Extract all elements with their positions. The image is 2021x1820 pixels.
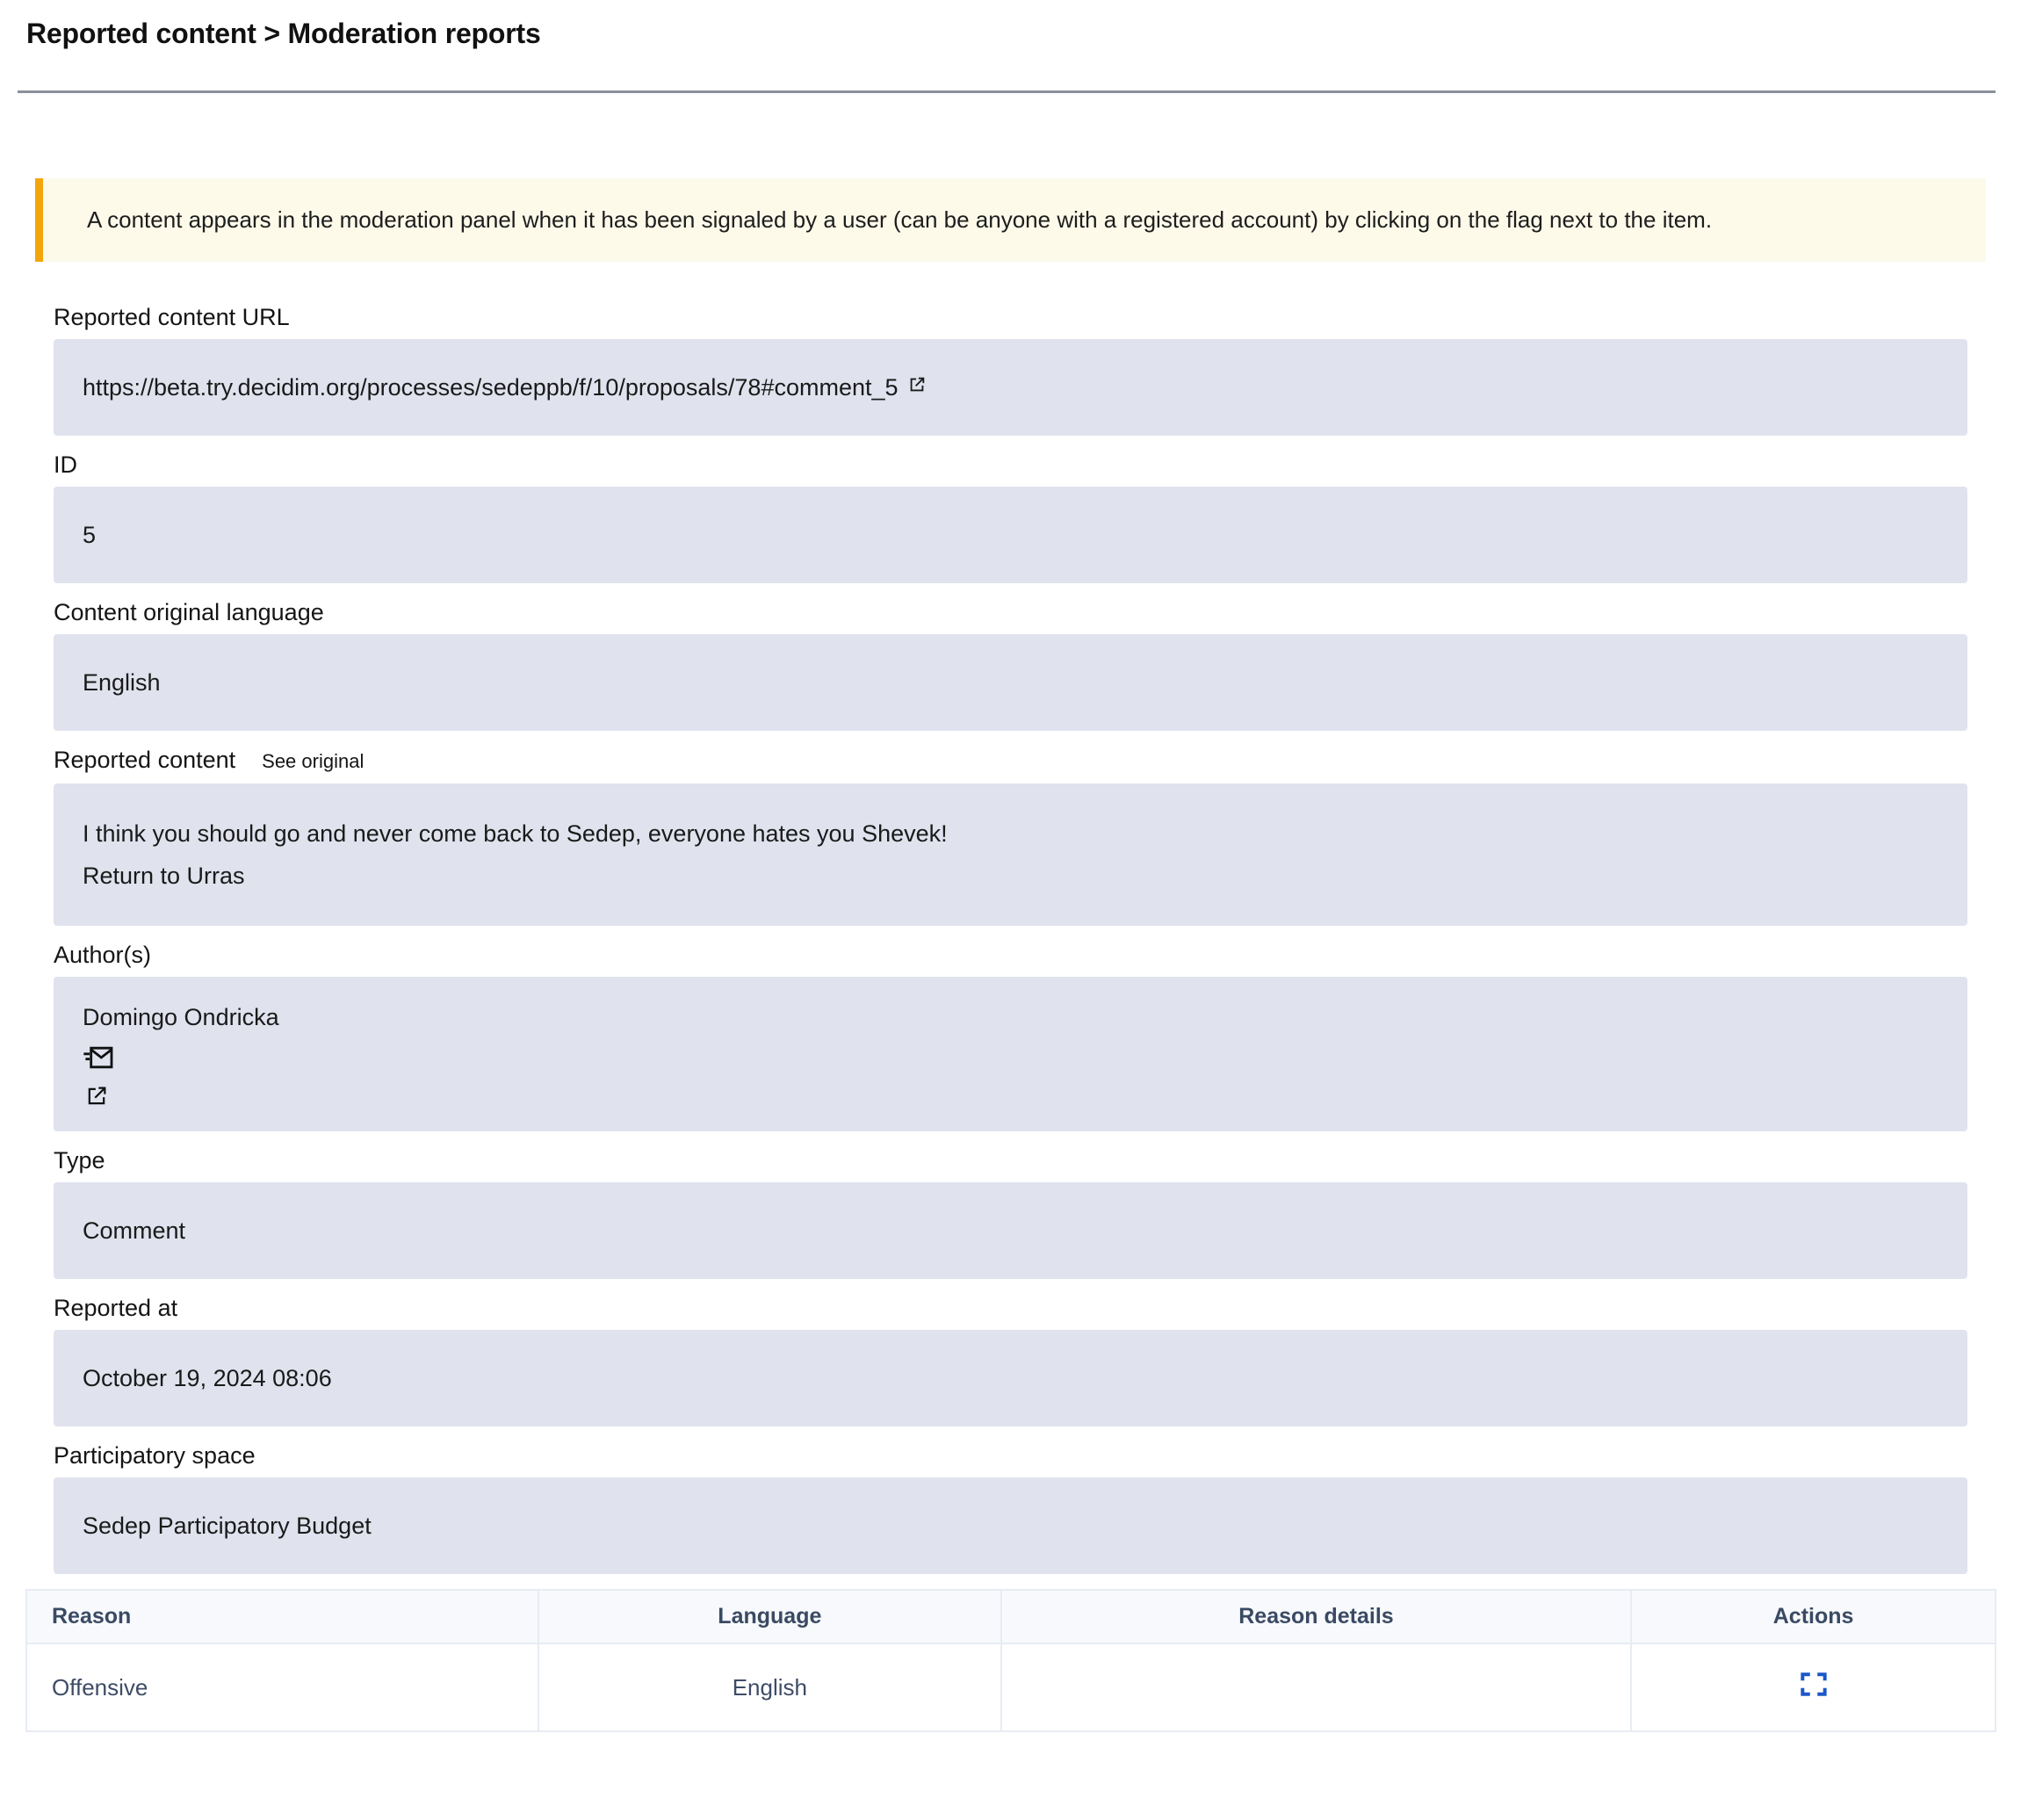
report-details-cell (1001, 1643, 1631, 1731)
report-actions-cell (1631, 1643, 1996, 1731)
field-reported-url (54, 303, 1967, 436)
type-value: Comment (83, 1217, 186, 1244)
reported-at-value: October 19, 2024 08:06 (83, 1364, 332, 1391)
author-name: Domingo Ondricka (83, 1004, 279, 1030)
reported-content-box (54, 784, 1967, 926)
external-link-icon (84, 1084, 109, 1109)
moderation-report-detail (0, 178, 2021, 1732)
reported-url-box (54, 339, 1967, 436)
field-id (54, 451, 1967, 583)
mail-send-icon (81, 1040, 116, 1075)
authors-box (54, 977, 1967, 1131)
mail-author-button[interactable] (81, 1040, 1938, 1075)
field-authors (54, 941, 1967, 1131)
reported-url-text: https://beta.try.decidim.org/processes/sedeppb/f/10/proposals/78#comment_5 (83, 373, 899, 401)
column-header-language: Language (538, 1590, 1001, 1643)
reported-content-line: Return to Urras (83, 863, 245, 889)
column-header-reason-details: Reason details (1001, 1590, 1631, 1643)
id-box (54, 487, 1967, 583)
type-label: Type (54, 1147, 105, 1174)
see-original-link[interactable]: See original (262, 750, 365, 772)
info-callout (35, 178, 1986, 262)
reported-content-label: Reported content (54, 747, 236, 773)
field-reported-at (54, 1294, 1967, 1426)
report-reason-cell: Offensive (26, 1643, 538, 1731)
type-box (54, 1182, 1967, 1279)
field-reported-content (54, 746, 1967, 926)
field-type (54, 1146, 1967, 1279)
original-language-box (54, 634, 1967, 731)
external-link-icon (907, 375, 927, 394)
expand-icon (1799, 1671, 1829, 1698)
page-header (0, 0, 2021, 53)
report-language-cell: English (538, 1643, 1001, 1731)
reports-table-wrap (25, 1589, 1996, 1732)
reported-at-box (54, 1330, 1967, 1426)
reports-table (25, 1589, 1996, 1732)
original-language-value: English (83, 668, 161, 696)
author-profile-link[interactable] (84, 1084, 1938, 1109)
reported-content-line: I think you should go and never come back to Sedep, everyone hates you Shevek! (83, 820, 948, 847)
reported-at-label: Reported at (54, 1295, 178, 1321)
original-language-label: Content original language (54, 599, 324, 625)
participatory-space-value: Sedep Participatory Budget (83, 1512, 372, 1539)
page-title: Reported content > Moderation reports (26, 18, 541, 49)
participatory-space-label: Participatory space (54, 1442, 256, 1469)
field-participatory-space (54, 1441, 1967, 1574)
header-divider (18, 90, 1996, 93)
expand-report-button[interactable] (1799, 1671, 1829, 1698)
id-value: 5 (83, 521, 97, 548)
reported-url-label: Reported content URL (54, 304, 290, 330)
participatory-space-box (54, 1477, 1967, 1574)
id-label: ID (54, 451, 77, 478)
column-header-reason: Reason (26, 1590, 538, 1643)
reports-table-header-row (26, 1590, 1996, 1643)
field-original-language (54, 598, 1967, 731)
authors-label: Author(s) (54, 942, 152, 968)
report-row (26, 1643, 1996, 1731)
reported-url-link[interactable] (83, 374, 927, 401)
column-header-actions: Actions (1631, 1590, 1996, 1643)
info-callout-text: A content appears in the moderation panel when it has been signaled by a user (can be anyone with a registered account) by clicking on the flag next to the item. (87, 206, 1713, 233)
